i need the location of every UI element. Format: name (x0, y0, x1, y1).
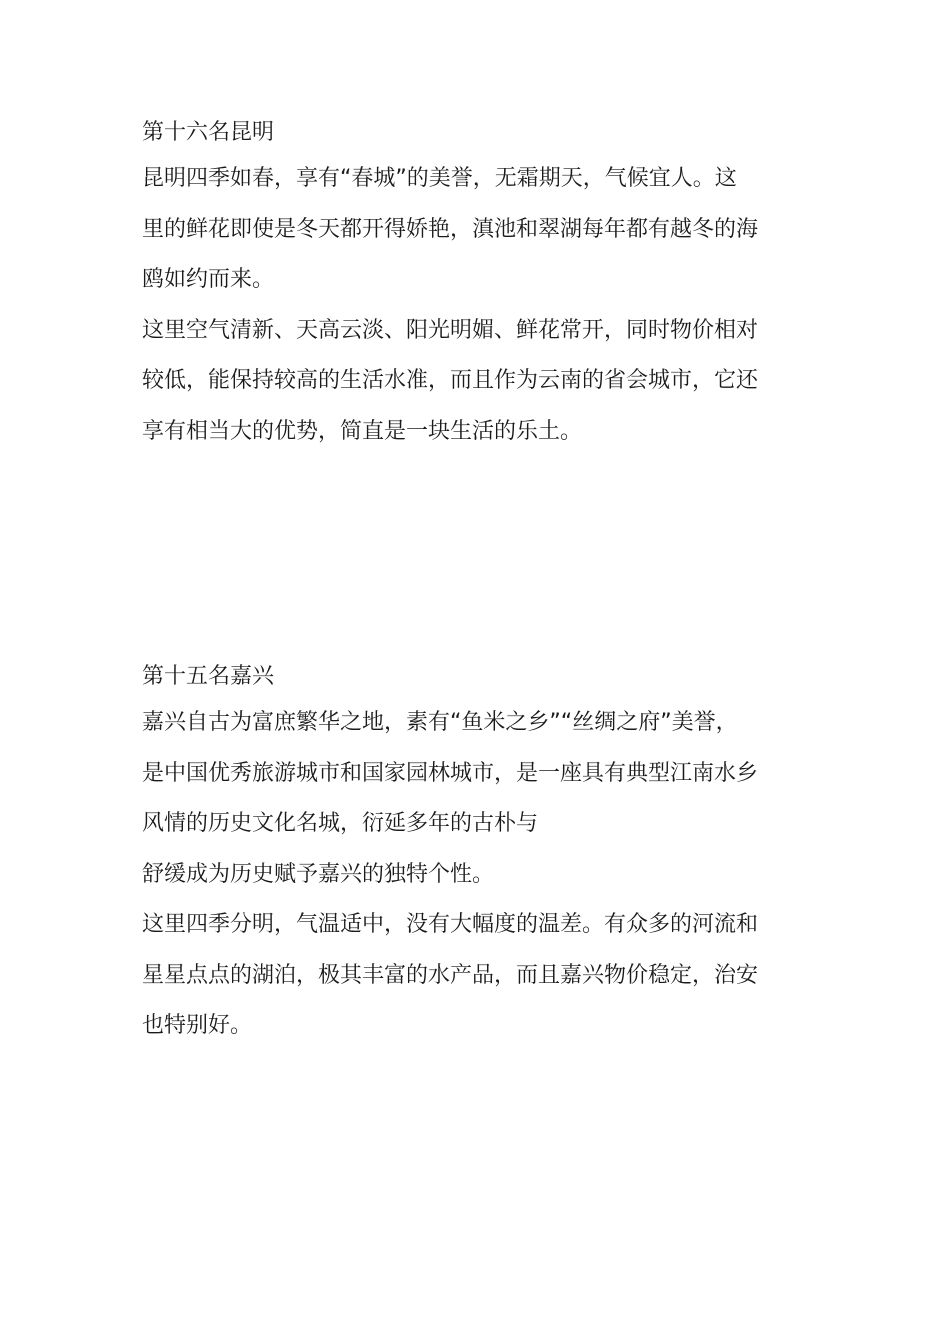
paragraph (142, 850, 810, 901)
text-line: 星星点点的湖泊，极其丰富的水产品，而且嘉兴物价稳定，治安 (142, 962, 759, 988)
text-line: 里的鲜花即使是冬天都开得娇艳，滇池和翠湖每年都有越冬的海 (142, 216, 759, 242)
paragraph (142, 900, 810, 1052)
section-title: 第十六名昆明 (142, 120, 275, 145)
text-line: 较低，能保持较高的生活水准，而且作为云南的省会城市，它还 (142, 368, 759, 393)
text-line: 享有相当大的优势，简直是一块生活的乐土。 (142, 418, 583, 444)
paragraph (142, 154, 810, 306)
section-jiaxing (142, 656, 810, 1052)
text-line: 鸥如约而来。 (142, 267, 275, 292)
section-title: 第十五名嘉兴 (142, 664, 275, 689)
paragraph (142, 698, 810, 850)
text-line: 这里四季分明，气温适中，没有大幅度的温差。有众多的河流和 (142, 912, 759, 937)
text-line: 风情的历史文化名城，衍延多年的古朴与 (142, 811, 539, 836)
text-line: 也特别好。 (142, 1013, 253, 1038)
paragraph (142, 306, 810, 458)
text-line: 是中国优秀旅游城市和国家园林城市，是一座具有典型江南水乡 (142, 760, 759, 786)
section-kunming (142, 112, 810, 457)
text-line: 昆明四季如春，享有“春城”的美誉，无霜期天，气候宜人。这 (142, 166, 737, 191)
text-line: 这里空气清新、天高云淡、阳光明媚、鲜花常开，同时物价相对 (142, 317, 759, 343)
text-line: 嘉兴自古为富庶繁华之地，素有“鱼米之乡”“丝绸之府”美誉， (142, 710, 738, 735)
text-line: 舒缓成为历史赋予嘉兴的独特个性。 (142, 861, 495, 887)
